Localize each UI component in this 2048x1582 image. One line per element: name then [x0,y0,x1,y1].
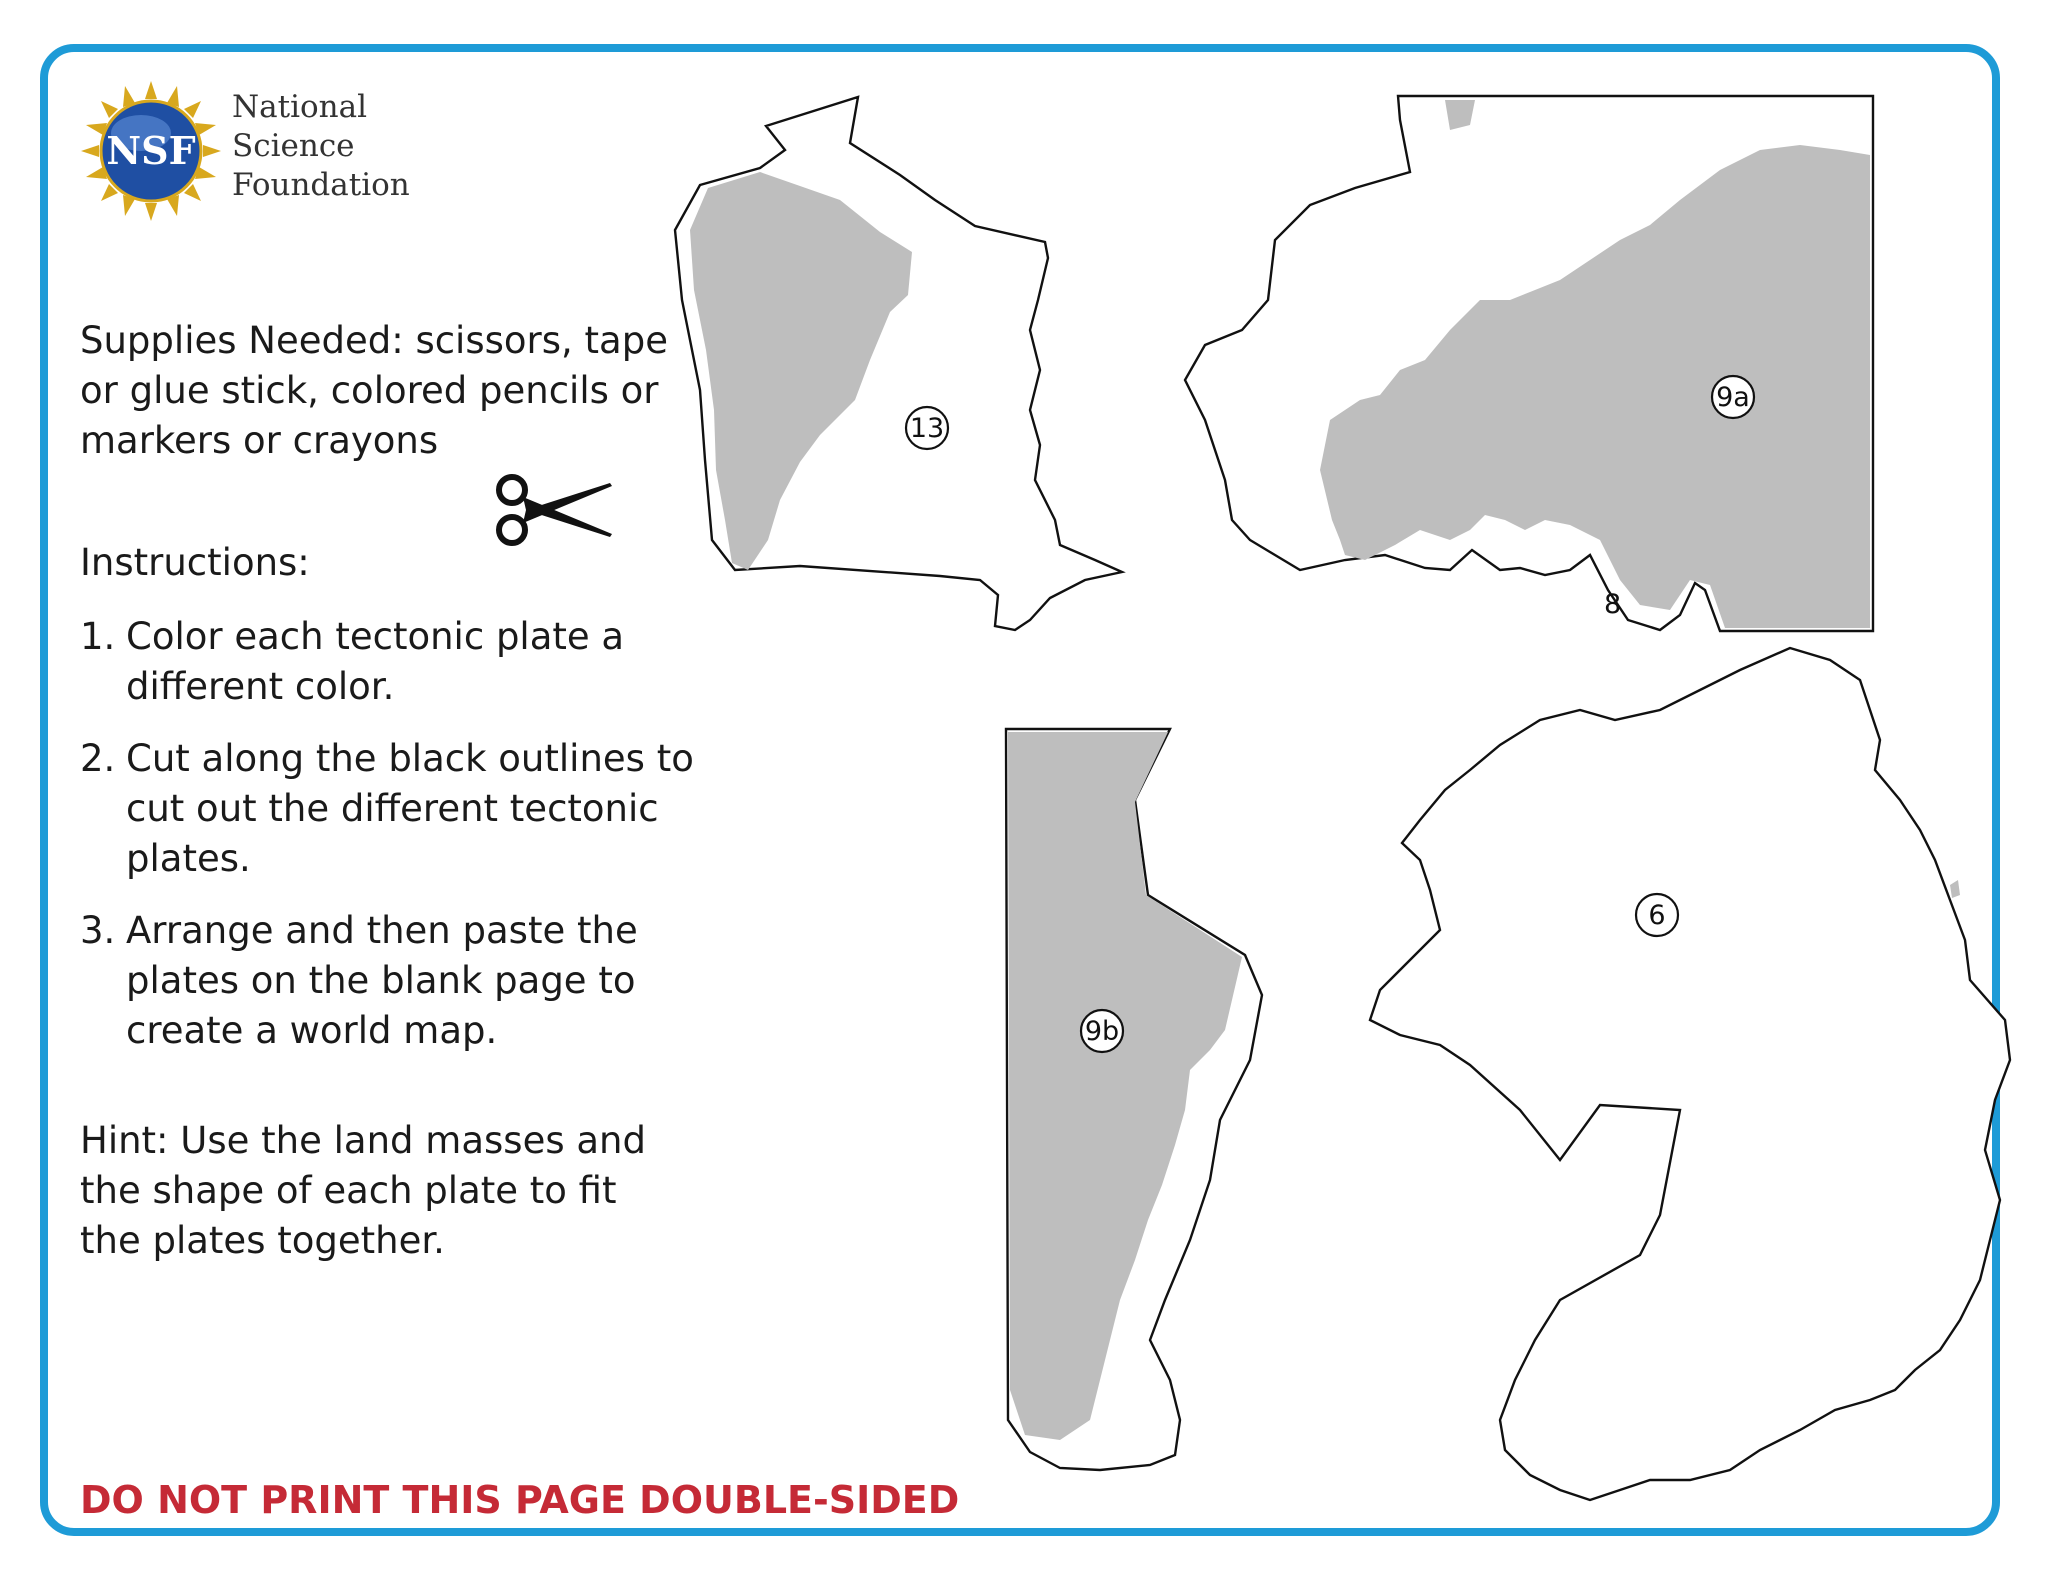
hint-text: Hint: Use the land masses and the shape of each plate to fit the plates together. [80,1119,646,1262]
step-text: Cut along the black outlines to cut out the different tectonic plates. [126,737,694,880]
warning-text: DO NOT PRINT THIS PAGE DOUBLE-SIDED [80,1478,960,1522]
instructions-title: Instructions: [80,541,310,584]
step-text: Arrange and then paste the plates on the blank page to create a world map. [126,909,638,1052]
plate-label: 13 [909,413,945,444]
nsf-emblem-text: NSF [106,128,196,173]
plate-eurasia-west[interactable] [1185,96,1873,631]
supplies-text: Supplies Needed: scissors, tape or glue stick, colored pencils or markers or crayons [80,319,668,462]
plate-label: 9b [1084,1016,1120,1047]
logo-line-2: Science [232,128,355,164]
plate-label: 9a [1716,382,1750,413]
plate-south-america[interactable] [675,97,1122,630]
plate-8-label [1604,589,1621,620]
step-text: Color each tectonic plate a different color. [126,615,625,708]
plate-label: 6 [1648,900,1666,931]
step-number: 3. [80,909,116,952]
step-number: 2. [80,737,116,780]
step-number: 1. [80,615,116,658]
plate-tag-13 [906,407,948,449]
plate-tag-9b [1081,1010,1123,1052]
plate-tag-6 [1636,894,1678,936]
plate-eurasia-east[interactable] [1006,729,1262,1470]
plate-tag-9a [1712,376,1754,418]
plate-pacific[interactable] [1370,648,2010,1500]
logo-line-1: National [232,89,368,125]
logo-line-3: Foundation [232,167,410,203]
plate-label: 8 [1604,589,1622,620]
